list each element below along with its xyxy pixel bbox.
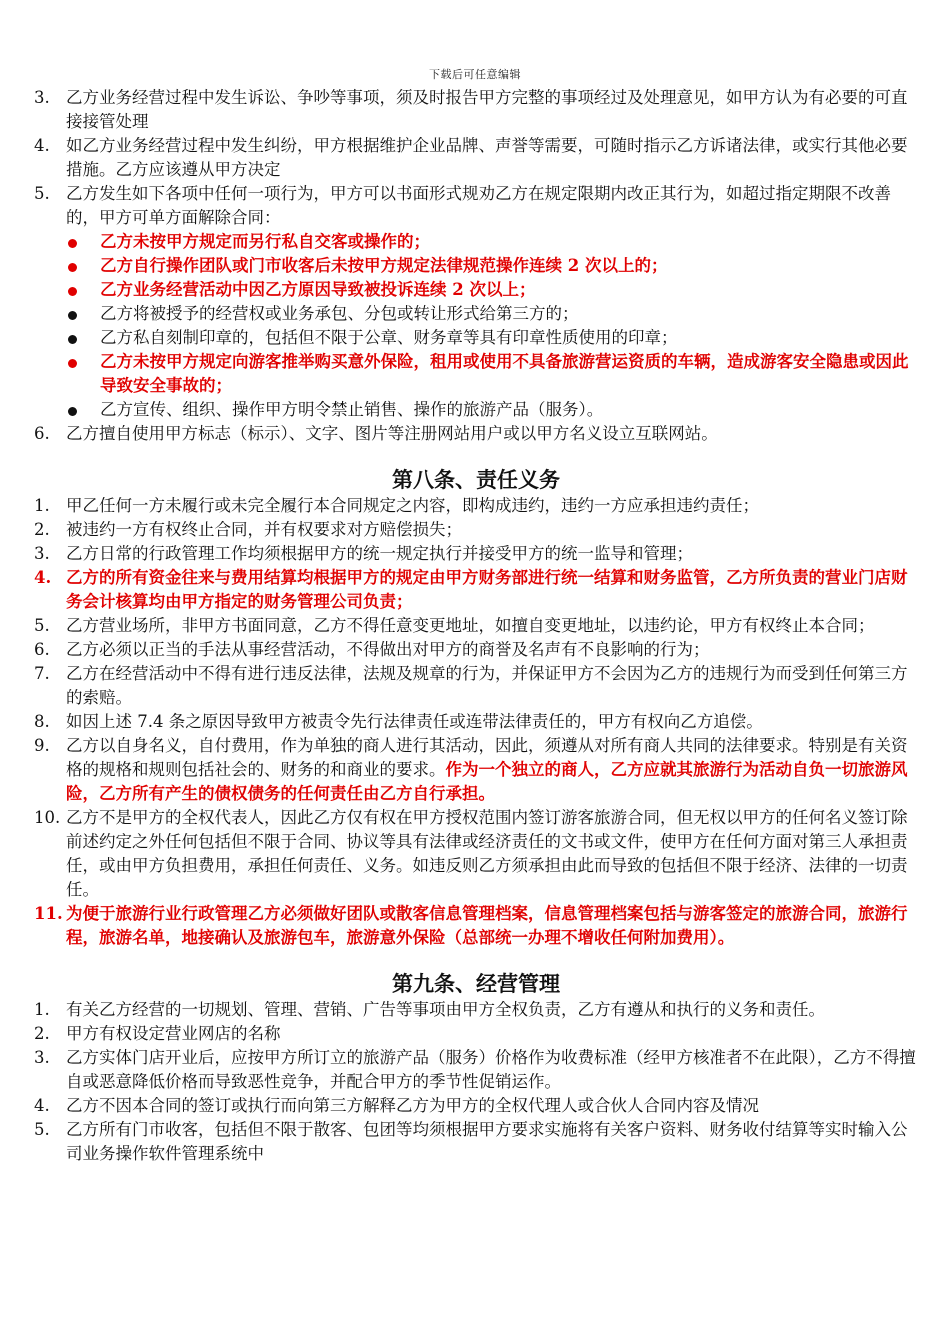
bullet-text: 乙方宣传、组织、操作甲方明令禁止销售、操作的旅游产品（服务）。 — [100, 400, 604, 419]
item-text: 乙方日常的行政管理工作均须根据甲方的统一规定执行并接受甲方的统一监导和管理； — [66, 544, 693, 563]
list-item — [34, 902, 918, 950]
list-item — [34, 1094, 918, 1118]
list-item — [34, 518, 918, 542]
item-number: 5. — [34, 1120, 50, 1139]
bullet-item — [34, 398, 918, 422]
list-item — [34, 422, 918, 446]
item-text: 乙方必须以正当的手法从事经营活动，不得做出对甲方的商誉及名声有不良影响的行为； — [66, 640, 710, 659]
item-number: 8. — [34, 712, 50, 731]
item-text: 乙方业务经营过程中发生诉讼、争吵等事项，须及时报告甲方完整的事项经过及处理意见，如甲方认为有必要的可直接接管处理 — [66, 88, 908, 131]
item-text: 乙方在经营活动中不得有进行违反法律，法规及规章的行为，并保证甲方不会因为乙方的违规行为而受到任何第三方的索赔。 — [66, 664, 908, 707]
item-number: 4. — [34, 136, 50, 155]
item-text: 如乙方业务经营过程中发生纠纷，甲方根据维护企业品牌、声誉等需要，可随时指示乙方诉诸法律，或实行其他必要措施。乙方应该遵从甲方决定 — [66, 136, 908, 179]
bullet-dot-icon — [68, 335, 77, 344]
list-item — [34, 1118, 918, 1166]
bullet-dot-icon — [68, 311, 77, 320]
bullet-text: 乙方将被授予的经营权或业务承包、分包或转让形式给第三方的； — [100, 304, 579, 323]
item-text: 甲方有权设定营业网店的名称 — [66, 1024, 281, 1043]
item-number: 5. — [34, 184, 50, 203]
item-text: 乙方实体门店开业后，应按甲方所订立的旅游产品（服务）价格作为收费标准（经甲方核准者不在此限），乙方不得擅自或恶意降低价格而导致恶性竞争，并配合甲方的季节性促销运作。 — [66, 1048, 916, 1091]
bullet-text: 乙方未按甲方规定向游客推举购买意外保险，租用或使用不具备旅游营运资质的车辆，造成游客安全隐患或因此导致安全事故的； — [100, 352, 909, 395]
item-text: 如因上述 7.4 条之原因导致甲方被责令先行法律责任或连带法律责任的，甲方有权向乙方追偿。 — [66, 712, 763, 731]
item-text: 甲乙任何一方未履行或未完全履行本合同规定之内容，即构成违约，违约一方应承担违约责任； — [66, 496, 759, 515]
bullet-text: 乙方私自刻制印章的，包括但不限于公章、财务章等具有印章性质使用的印章； — [100, 328, 678, 347]
item-text: 乙方所有门市收客，包括但不限于散客、包团等均须根据甲方要求实施将有关客户资料、财务收付结算等实时输入公司业务操作软件管理系统中 — [66, 1120, 908, 1163]
item-number: 9. — [34, 736, 50, 755]
item-text: 为便于旅游行业行政管理乙方必须做好团队或散客信息管理档案，信息管理档案包括与游客签定的旅游合同，旅游行程，旅游名单，地接确认及旅游包车，旅游意外保险（总部统一办理不增收任何附加费用）。 — [66, 904, 908, 947]
bullet-item — [34, 350, 918, 398]
bullet-text: 乙方业务经营活动中因乙方原因导致被投诉连续 2 次以上； — [100, 280, 536, 299]
bullet-dot-icon — [68, 359, 77, 368]
item-number: 6. — [34, 424, 50, 443]
item-number: 1. — [34, 1000, 50, 1019]
list-item — [34, 998, 918, 1022]
list-item — [34, 734, 918, 806]
list-item — [34, 1046, 918, 1094]
contract-body — [34, 86, 918, 1166]
bullet-item — [34, 326, 918, 350]
page-header: 下载后可任意编辑 — [429, 68, 521, 81]
list-item — [34, 614, 918, 638]
list-item — [34, 494, 918, 518]
item-number: 4. — [34, 568, 52, 587]
bullet-item — [34, 230, 918, 254]
bullet-text: 乙方自行操作团队或门市收客后未按甲方规定法律规范操作连续 2 次以上的； — [100, 256, 668, 275]
item-number: 3. — [34, 88, 50, 107]
item-number: 2. — [34, 520, 50, 539]
item-text: 乙方不因本合同的签订或执行而向第三方解释乙方为甲方的全权代理人或合伙人合同内容及情况 — [66, 1096, 759, 1115]
list-item — [34, 134, 918, 182]
bullet-item — [34, 278, 918, 302]
list-item — [34, 1022, 918, 1046]
item-number: 3. — [34, 544, 50, 563]
bullet-dot-icon — [68, 263, 77, 272]
item-text: 被违约一方有权终止合同，并有权要求对方赔偿损失； — [66, 520, 462, 539]
item-number: 5. — [34, 616, 50, 635]
section-heading: 第八条、责任义务 — [392, 468, 560, 492]
bullet-dot-icon — [68, 407, 77, 416]
bullet-item — [34, 254, 918, 278]
list-item — [34, 542, 918, 566]
list-item — [34, 806, 918, 902]
bullet-dot-icon — [68, 287, 77, 296]
item-number: 7. — [34, 664, 50, 683]
item-text: 有关乙方经营的一切规划、管理、营销、广告等事项由甲方全权负责，乙方有遵从和执行的义务和责任。 — [66, 1000, 825, 1019]
item-number: 6. — [34, 640, 50, 659]
list-item — [34, 638, 918, 662]
bullet-dot-icon — [68, 239, 77, 248]
bullet-text: 乙方未按甲方规定而另行私自交客或操作的； — [100, 232, 430, 251]
section-heading: 第九条、经营管理 — [392, 972, 560, 996]
item-number: 4. — [34, 1096, 50, 1115]
list-item — [34, 710, 918, 734]
list-item — [34, 566, 918, 614]
item-number: 10. — [34, 808, 61, 827]
item-number: 1. — [34, 496, 50, 515]
list-item — [34, 662, 918, 710]
item-number: 2. — [34, 1024, 50, 1043]
item-text-highlight: 作为一个独立的商人，乙方应就其旅游行为活动自负一切旅游风险，乙方所有产生的债权债务的任何责任由乙方自行承担。 — [66, 760, 908, 803]
item-number: 3. — [34, 1048, 50, 1067]
item-text: 乙方不是甲方的全权代表人，因此乙方仅有权在甲方授权范围内签订游客旅游合同，但无权以甲方的任何名义签订除前述约定之外任何包括但不限于合同、协议等具有法律或经济责任的文书或文件，使甲方在任何方面对第三人承担责任，或由甲方负担费用，承担任何责任、义务。如违反则乙方须承担由此而导致的包括但不限于经济、法律的一切责任。 — [66, 808, 908, 899]
item-text: 乙方擅自使用甲方标志（标示）、文字、图片等注册网站用户或以甲方名义设立互联网站。 — [66, 424, 718, 443]
item-text: 乙方发生如下各项中任何一项行为，甲方可以书面形式规劝乙方在规定限期内改正其行为，如超过指定期限不改善的，甲方可单方面解除合同： — [66, 184, 891, 227]
list-item — [34, 86, 918, 134]
item-text: 乙方以自身名义，自付费用，作为单独的商人进行其活动，因此，须遵从对所有商人共同的法律要求。特别是有关资格的规格和规则包括社会的、财务的和商业的要求。 — [66, 736, 908, 779]
bullet-item — [34, 302, 918, 326]
list-item — [34, 182, 918, 230]
item-text: 乙方营业场所，非甲方书面同意，乙方不得任意变更地址，如擅自变更地址，以违约论，甲方有权终止本合同； — [66, 616, 875, 635]
item-text: 乙方的所有资金往来与费用结算均根据甲方的规定由甲方财务部进行统一结算和财务监管，乙方所负责的营业门店财务会计核算均由甲方指定的财务管理公司负责； — [66, 568, 908, 611]
item-number: 11. — [34, 904, 63, 923]
